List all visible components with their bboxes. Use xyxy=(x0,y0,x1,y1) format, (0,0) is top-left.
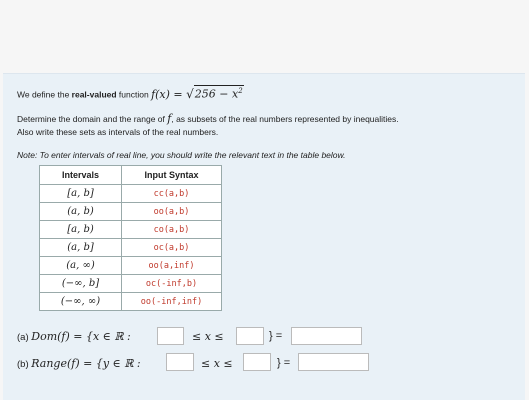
intro-suffix: function xyxy=(116,89,152,100)
range-lower-input[interactable] xyxy=(166,353,194,371)
domain-lower-input[interactable] xyxy=(157,327,184,345)
table-row xyxy=(40,203,222,221)
interval-cell: (a, b) xyxy=(40,203,122,221)
domain-expression: Dom(f) = {x ∈ ℝ : xyxy=(31,330,131,343)
domain-middle: ≤ x ≤ xyxy=(192,330,224,343)
table-row xyxy=(40,257,222,275)
interval-cell: [a, b] xyxy=(40,185,122,203)
syntax-cell: oc(-inf,b) xyxy=(122,275,222,293)
radicand-exponent: 2 xyxy=(238,87,243,95)
interval-cell: (−∞, ∞) xyxy=(40,293,122,311)
task-line-2: Also write these sets as intervals of the real numbers. xyxy=(17,127,219,137)
part-b-label xyxy=(17,357,141,370)
interval-cell: [a, b) xyxy=(40,221,122,239)
header-intervals: Intervals xyxy=(40,166,122,185)
radicand-text: 256 − x xyxy=(194,87,239,101)
range-expression: Range(f) = {y ∈ ℝ : xyxy=(31,357,141,370)
range-upper-input[interactable] xyxy=(243,353,271,371)
intro-prefix: We define the xyxy=(17,89,72,100)
part-a-prefix: (a) xyxy=(17,332,32,343)
domain-close: } = xyxy=(269,330,283,342)
range-close: } = xyxy=(277,357,291,369)
table-row xyxy=(40,185,222,203)
function-lhs: f(x) = xyxy=(151,87,187,101)
syntax-cell: oo(-inf,inf) xyxy=(122,293,222,311)
interval-syntax-table xyxy=(39,165,222,311)
syntax-cell: co(a,b) xyxy=(122,221,222,239)
interval-cell: (a, b] xyxy=(40,239,122,257)
syntax-cell: oo(a,b) xyxy=(122,203,222,221)
task-line-1 xyxy=(17,112,399,125)
table-row xyxy=(40,221,222,239)
interval-cell: (a, ∞) xyxy=(40,257,122,275)
note-text: Note: To enter intervals of real line, you should write the relevant text in the table below. xyxy=(17,150,346,160)
function-formula xyxy=(151,88,244,101)
domain-upper-input[interactable] xyxy=(236,327,264,345)
part-b-prefix: (b) xyxy=(17,359,32,370)
syntax-cell: cc(a,b) xyxy=(122,185,222,203)
table-row xyxy=(40,293,222,311)
sqrt-icon: √ xyxy=(186,86,194,101)
intro-bold: real-valued xyxy=(71,89,117,100)
task-line-1-a: Determine the domain and the range of xyxy=(17,114,168,124)
table-header-row xyxy=(40,166,222,185)
task-line-1-b: , as subsets of the real numbers represented by inequalities. xyxy=(171,114,399,124)
interval-cell: (−∞, b] xyxy=(40,275,122,293)
range-interval-input[interactable] xyxy=(298,353,369,371)
task-f: f xyxy=(167,112,172,125)
sqrt-radicand xyxy=(194,85,244,100)
part-a-label xyxy=(17,330,131,343)
intro-line xyxy=(17,85,244,101)
range-middle: ≤ x ≤ xyxy=(201,357,233,370)
header-input-syntax: Input Syntax xyxy=(122,166,222,185)
syntax-cell: oc(a,b) xyxy=(122,239,222,257)
table-row xyxy=(40,239,222,257)
syntax-cell: oo(a,inf) xyxy=(122,257,222,275)
domain-interval-input[interactable] xyxy=(291,327,362,345)
table-row xyxy=(40,275,222,293)
